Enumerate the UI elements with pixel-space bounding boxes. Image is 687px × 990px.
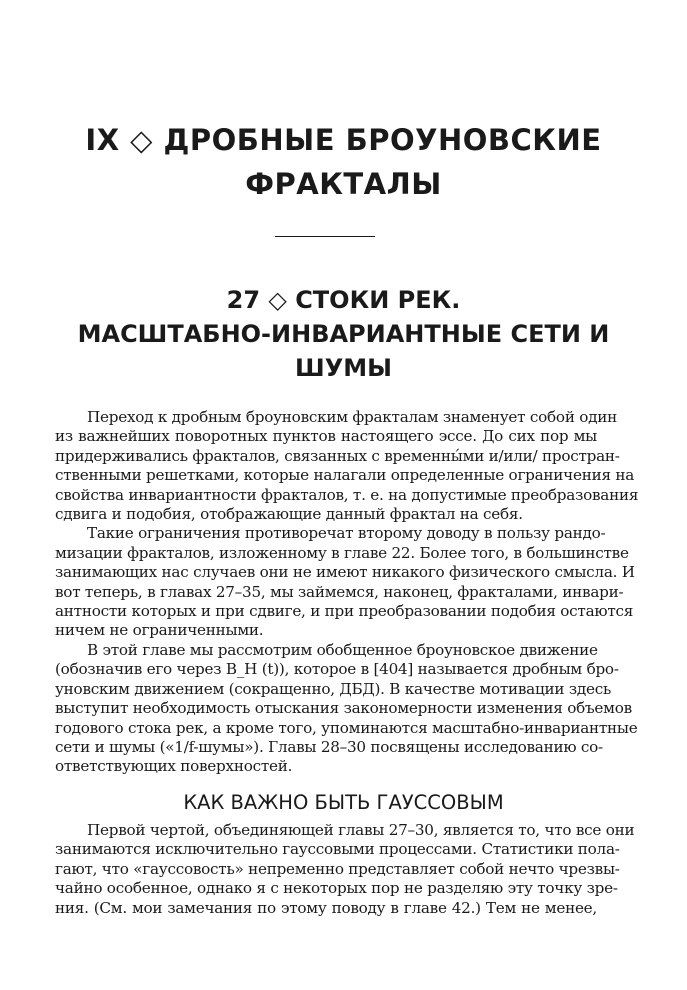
text-line: занимаются исключительно гауссовыми процессами. Статистики пола- (55, 840, 620, 859)
text-line: ния. (См. мои замечания по этому поводу в главе 42.) Тем не менее, (55, 898, 597, 917)
chapter-body (55, 408, 639, 777)
paragraph-1 (55, 408, 639, 524)
text-line: вот теперь, в главах 27–35, мы займемся, наконец, фракталами, инвари- (55, 582, 624, 601)
text-line: ничем не ограниченными. (55, 621, 264, 640)
text-line: мизации фракталов, изложенному в главе 22. Более того, в большинстве (55, 543, 629, 562)
section-body (55, 821, 635, 918)
text-line: Такие ограничения противоречат второму доводу в пользу рандо- (87, 524, 606, 543)
text-line: из важнейших поворотных пунктов настоящего эссе. До сих пор мы (55, 427, 597, 446)
text-line: сети и шумы («1/f-шумы»). Главы 28–30 посвящены исследованию со- (55, 737, 603, 756)
chapter-title (0, 283, 687, 385)
chapter-title-line: МАСШТАБНО-ИНВАРИАНТНЫЕ СЕТИ И (77, 320, 610, 348)
text-line: чайно особенное, однако я с некоторых пор не разделяю эту точку зре- (55, 879, 618, 898)
text-line: Переход к дробным броуновским фракталам знаменует собой один (87, 408, 618, 426)
text-line: ответствующих поверхностей. (55, 757, 293, 776)
text-line: свойства инвариантности фракталов, т. е. на допустимые преобразования (55, 485, 639, 504)
title-divider (275, 236, 375, 237)
part-title-line: ФРАКТАЛЫ (245, 167, 442, 201)
text-line: ственными решетками, которые налагали определенные ограничения на (55, 466, 635, 485)
part-title-line: IX ◇ ДРОБНЫЕ БРОУНОВСКИЕ (85, 123, 602, 157)
part-title (0, 118, 687, 206)
text-line: Первой чертой, объединяющей главы 27–30, является то, что все они (87, 821, 635, 839)
paragraph-3 (55, 640, 638, 777)
text-line: антности которых и при сдвиге, и при преобразовании подобия остаются (55, 602, 634, 621)
text-line: придерживались фракталов, связанных с временны́ми и/или/ простран- (55, 446, 620, 465)
section-heading: КАК ВАЖНО БЫТЬ ГАУССОВЫМ (183, 791, 504, 814)
paragraph-4 (55, 821, 635, 918)
text-line: годового стока рек, а кроме того, упоминаются масштабно-инвариантные (55, 718, 638, 737)
text-line: гают, что «гауссовость» непременно представляет собой нечто чрезвы- (55, 859, 620, 878)
text-line: сдвига и подобия, отображающие данный фрактал на себя. (55, 505, 523, 524)
text-line: выступит необходимость отыскания закономерности изменения объемов (55, 699, 632, 718)
text-line: (обозначив его через B_H (t)), которое в [404] называется дробным бро- (55, 660, 619, 679)
chapter-title-line: ШУМЫ (295, 354, 392, 382)
text-line: В этой главе мы рассмотрим обобщенное броуновское движение (87, 640, 598, 659)
paragraph-2 (55, 524, 635, 640)
chapter-title-line: 27 ◇ СТОКИ РЕК. (226, 286, 461, 314)
text-line: уновским движением (сокращенно, ДБД). В качестве мотивации здесь (55, 679, 611, 698)
text-line: занимающих нас случаев они не имеют никакого физического смысла. И (55, 563, 635, 582)
